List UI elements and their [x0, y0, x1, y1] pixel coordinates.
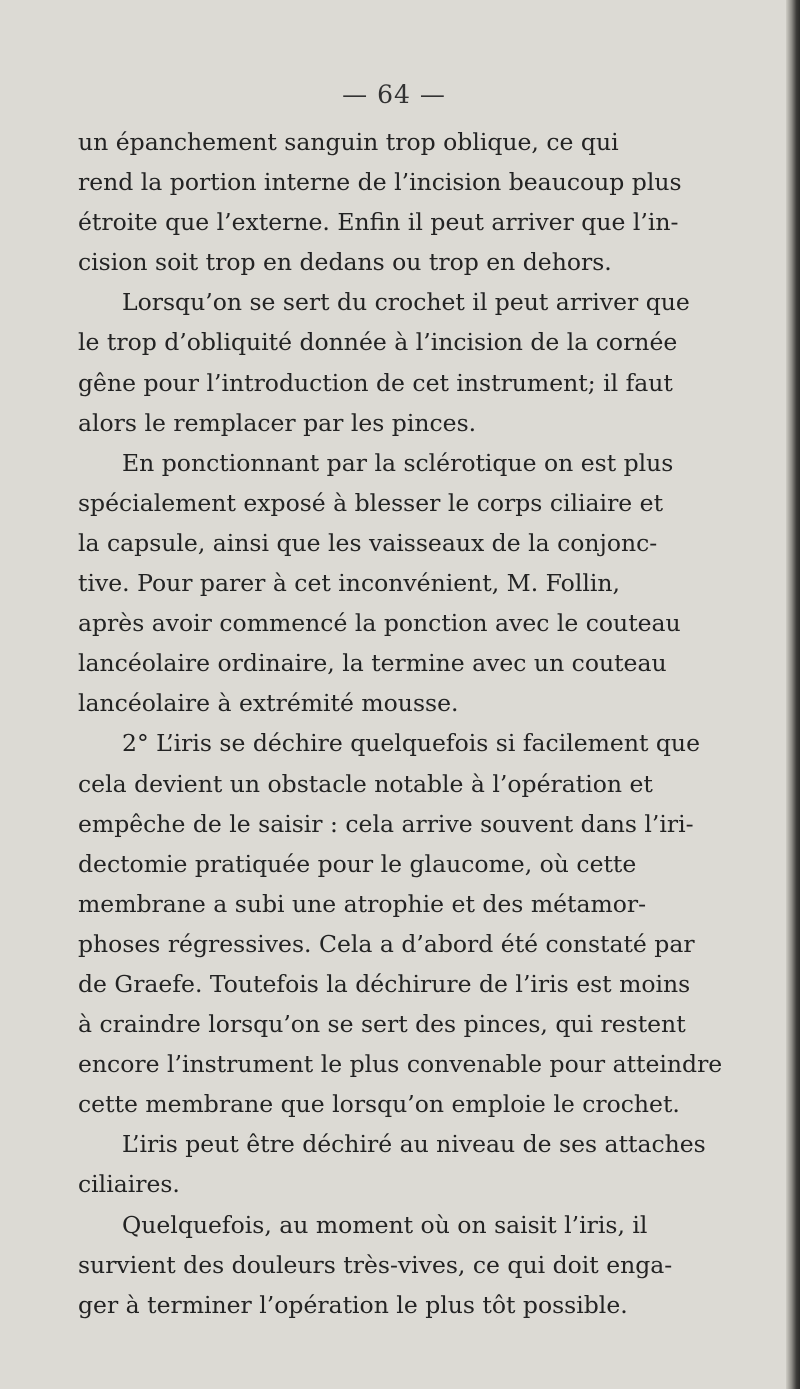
text-line: la capsule, ainsi que les vaisseaux de la conjonc- — [78, 528, 658, 557]
text-line: de Graefe. Toutefois la déchirure de l’iris est moins — [78, 969, 691, 998]
text-line: alors le remplacer par les pinces. — [78, 408, 477, 437]
text-line: tive. Pour parer à cet inconvénient, M. Follin, — [78, 569, 620, 598]
text-line: cision soit trop en dedans ou trop en dehors. — [78, 248, 612, 277]
text-line: le trop d’obliquité donnée à l’incision de la cornée — [78, 328, 678, 357]
text-line: après avoir commencé la ponction avec le couteau — [78, 609, 681, 638]
text-line: L’iris peut être déchiré au niveau de ses attaches — [122, 1130, 706, 1159]
text-line: rend la portion interne de l’incision beaucoup plus — [78, 168, 682, 197]
text-line: étroite que l’externe. Enfin il peut arriver que l’in- — [78, 208, 679, 237]
body-text — [78, 122, 738, 1325]
text-line: lancéolaire à extrémité mousse. — [78, 689, 459, 718]
text-line: empêche de le saisir : cela arrive souvent dans l’iri- — [78, 809, 694, 838]
text-line: survient des douleurs très-vives, ce qui doit enga- — [78, 1250, 673, 1279]
text-line: ciliaires. — [78, 1170, 180, 1199]
text-line: membrane a subi une atrophie et des métamor- — [78, 889, 647, 918]
text-line: phoses régressives. Cela a d’abord été constaté par — [78, 929, 695, 958]
text-line: spécialement exposé à blesser le corps ciliaire et — [78, 488, 664, 517]
text-line: Quelquefois, au moment où on saisit l’iris, il — [122, 1210, 648, 1239]
text-line: lancéolaire ordinaire, la termine avec un couteau — [78, 649, 667, 678]
text-line: cette membrane que lorsqu’on emploie le crochet. — [78, 1090, 680, 1119]
page-edge-shadow — [786, 0, 800, 1389]
text-line: dectomie pratiquée pour le glaucome, où cette — [78, 849, 637, 878]
text-line: 2° L’iris se déchire quelquefois si facilement que — [122, 729, 700, 758]
text-line: un épanchement sanguin trop oblique, ce qui — [78, 128, 619, 156]
text-line: encore l’instrument le plus convenable pour atteindre — [78, 1050, 723, 1079]
text-line: ger à terminer l’opération le plus tôt possible. — [78, 1290, 628, 1319]
text-line: à craindre lorsqu’on se sert des pinces, qui restent — [78, 1010, 686, 1039]
page-number: — 64 — — [342, 80, 446, 109]
text-line: cela devient un obstacle notable à l’opération et — [78, 769, 653, 798]
text-line: En ponctionnant par la sclérotique on est plus — [122, 448, 674, 477]
text-line: gêne pour l’introduction de cet instrument; il faut — [78, 368, 673, 397]
text-line: Lorsqu’on se sert du crochet il peut arriver que — [122, 288, 690, 317]
